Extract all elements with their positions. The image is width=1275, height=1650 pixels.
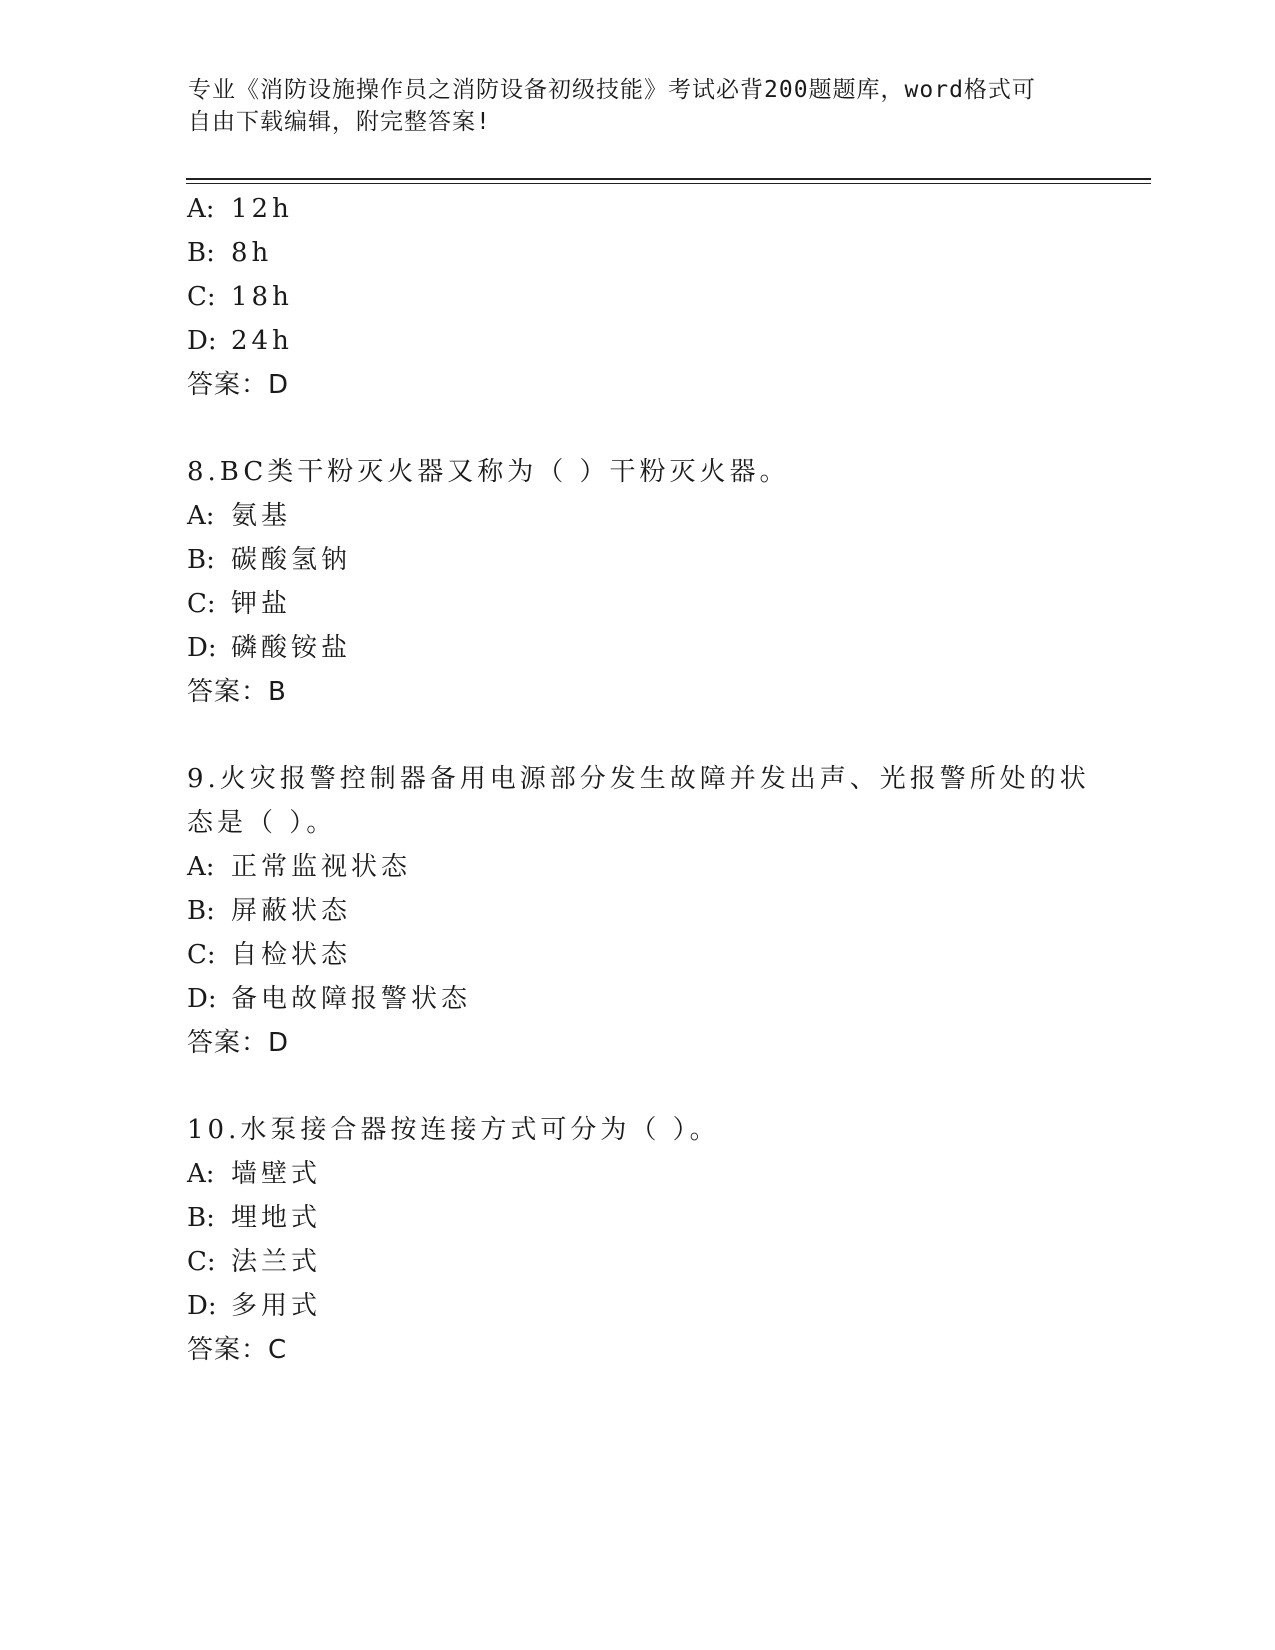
- option-letter: B:: [187, 545, 215, 575]
- document-header: [188, 74, 1068, 138]
- question-stem: 8.BC类干粉灭火器又称为（ ）干粉灭火器。: [187, 457, 790, 487]
- question-stem-continued: 态是（ ）。: [187, 808, 337, 838]
- option-letter: D:: [187, 984, 217, 1014]
- header-divider-thin: [186, 183, 1151, 184]
- option-letter: D:: [187, 1291, 217, 1321]
- option-d: [187, 631, 351, 665]
- option-c: [187, 587, 291, 621]
- option-b: [187, 894, 351, 928]
- option-a: [187, 850, 411, 884]
- option-letter: A:: [187, 852, 215, 882]
- option-letter: C:: [187, 282, 216, 312]
- option-c: [187, 938, 351, 972]
- header-line-1: 专业《消防设施操作员之消防设备初级技能》考试必背200题题库，word格式可: [188, 77, 1036, 103]
- answer-line: 答案：B: [187, 677, 287, 707]
- option-a: [187, 499, 291, 533]
- option-b: [187, 543, 351, 577]
- option-text: 18h: [231, 282, 293, 312]
- option-text: 8h: [231, 238, 273, 268]
- option-letter: A:: [187, 194, 215, 224]
- option-letter: D:: [187, 326, 217, 356]
- option-text: 正常监视状态: [231, 852, 412, 882]
- option-letter: C:: [187, 1247, 216, 1277]
- option-text: 屏蔽状态: [231, 896, 352, 926]
- option-letter: B:: [187, 238, 215, 268]
- option-d: [187, 982, 471, 1016]
- option-a: [187, 192, 293, 226]
- question-stem: 10.水泵接合器按连接方式可分为（ ）。: [187, 1115, 720, 1145]
- option-letter: C:: [187, 940, 216, 970]
- answer-line: 答案：D: [187, 1028, 290, 1058]
- option-letter: D:: [187, 633, 217, 663]
- header-divider: [186, 178, 1151, 180]
- option-letter: C:: [187, 589, 216, 619]
- option-text: 自检状态: [231, 940, 352, 970]
- option-text: 备电故障报警状态: [231, 984, 472, 1014]
- option-letter: A:: [187, 501, 215, 531]
- option-letter: A:: [187, 1159, 215, 1189]
- question-stem: 9.火灾报警控制器备用电源部分发生故障并发出声、光报警所处的状: [187, 764, 1090, 794]
- option-text: 法兰式: [231, 1247, 322, 1277]
- option-text: 24h: [231, 326, 293, 356]
- option-d: [187, 1289, 321, 1323]
- option-a: [187, 1157, 321, 1191]
- option-b: [187, 236, 272, 270]
- option-text: 墙壁式: [231, 1159, 322, 1189]
- option-text: 碳酸氢钠: [231, 545, 352, 575]
- option-letter: B:: [187, 1203, 215, 1233]
- option-d: [187, 324, 293, 358]
- option-text: 12h: [231, 194, 293, 224]
- option-text: 氨基: [231, 501, 292, 531]
- option-text: 多用式: [231, 1291, 322, 1321]
- option-b: [187, 1201, 321, 1235]
- option-text: 埋地式: [231, 1203, 322, 1233]
- header-line-2: 自由下载编辑，附完整答案!: [188, 109, 491, 135]
- option-text: 磷酸铵盐: [231, 633, 352, 663]
- option-letter: B:: [187, 896, 215, 926]
- answer-line: 答案：C: [187, 1335, 288, 1365]
- option-c: [187, 1245, 321, 1279]
- option-text: 钾盐: [231, 589, 292, 619]
- option-c: [187, 280, 293, 314]
- answer-line: 答案：D: [187, 370, 290, 400]
